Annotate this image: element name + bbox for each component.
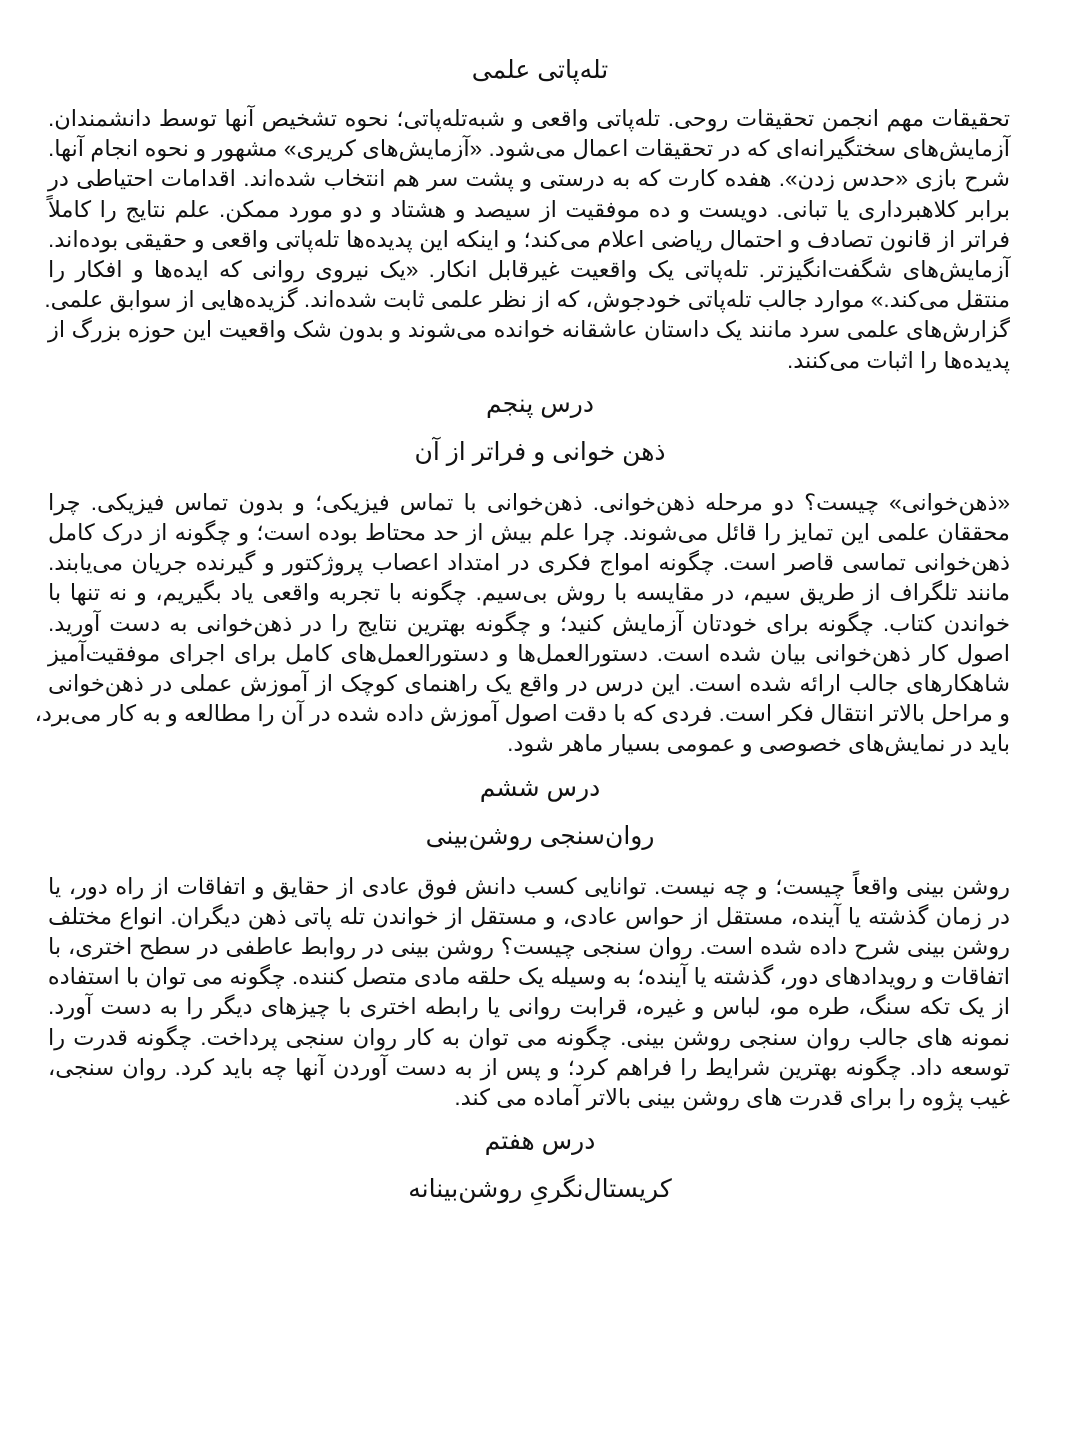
paragraph-line: روشن بینی شرح داده شده است. روان سنجی چیست؟ روشن بینی در روابط عاطفی در سطح اختری، با — [48, 934, 1010, 960]
paragraph-line: خواندن کتاب. چگونه برای خودتان آزمایش کنید؛ و چگونه بهترین نتایج را در ذهن‌خوانی به دست آورید. — [48, 610, 1010, 636]
paragraph-line: آزمایش‌های سختگیرانه‌ای که در تحقیقات اعمال می‌شود. «آزمایش‌های کریری» مشهور و نحوه انجام آنها. — [48, 136, 1010, 162]
paragraph-line: تحقیقات مهم انجمن تحقیقات روحی. تله‌پاتی واقعی و شبه‌تله‌پاتی؛ نحوه تشخیص آنها توسط دانشمندان. — [48, 106, 1010, 131]
paragraph-line: از یک تکه سنگ، طره مو، لباس و غیره، قرابت روانی یا رابطه اختری با چیزهای دیگر را به دست آورد. — [48, 994, 1010, 1020]
lesson-7-heading: درس هفتم — [484, 1127, 596, 1156]
lesson-5-subtitle: ذهن خوانی و فراتر از آن — [414, 437, 666, 466]
paragraph-line: نمونه های جالب روان سنجی روشن بینی. چگونه می توان به کار روان سنجی پرداخت. چگونه قدرت را — [48, 1024, 1010, 1050]
paragraph-line: اتفاقات و رویدادهای دور، گذشته یا آینده؛ به وسیله یک حلقه مادی متصل کننده. چگونه می توان با استفاده — [47, 964, 1010, 990]
document-title: تله‌پاتی علمی — [471, 56, 609, 84]
paragraph-line: اصول کار ذهن‌خوانی بیان شده است. دستورالعمل‌ها و دستورالعمل‌های کامل برای اجرای موفقیت‌آمیز — [48, 640, 1010, 666]
paragraph-line: شرح بازی «حدس زدن». هفده کارت که به درستی و پشت سر هم انتخاب شده‌اند. اقدامات احتیاطی در — [48, 166, 1010, 192]
paragraph-line: باید در نمایش‌های خصوصی و عمومی بسیار ماهر شود. — [507, 731, 1010, 757]
lesson-5-paragraph — [34, 488, 1032, 760]
paragraph-line: برابر کلاهبرداری یا تبانی. دویست و ده موفقیت از سیصد و هشتاد و دو مورد ممکن. علم نتایج را کاملاً — [48, 196, 1010, 222]
paragraph-line: توسعه داد. چگونه بهترین شرایط را فراهم کرد؛ و پس از به دست آوردن آنها چه باید کرد. روان سنجی، — [48, 1054, 1010, 1080]
paragraph-line: غیب پژوه را برای قدرت های روشن بینی بالاتر آماده می کند. — [454, 1085, 1010, 1111]
paragraph-line: ذهن‌خوانی تماسی قاصر است. چگونه امواج فکری در امتداد اعصاب پروژکتور و گیرنده جریان می‌یابند. — [48, 550, 1010, 576]
paragraph-line: محققان علمی این تمایز را قائل می‌شوند. چرا علم بیش از حد محتاط بوده است؛ و چگونه از درک کامل — [48, 520, 1010, 546]
paragraph-line: فراتر از قانون تصادف و احتمال ریاضی اعلام می‌کند؛ و اینکه این پدیده‌ها تله‌پاتی واقعی و حقیقی بوده‌اند. — [48, 226, 1010, 252]
lesson-7-subtitle: کریستال‌نگریِ روشن‌بینانه — [408, 1175, 672, 1204]
lesson-6-subtitle: روان‌سنجی روشن‌بینی — [425, 821, 655, 850]
paragraph-line: گزارش‌های علمی سرد مانند یک داستان عاشقانه خوانده می‌شوند و بدون شک واقعیت این حوزه بزرگ از — [48, 317, 1010, 343]
paragraph-line: روشن بینی واقعاً چیست؛ و چه نیست. توانایی کسب دانش فوق عادی از حقایق و اتفاقات از راه دور، یا — [48, 873, 1010, 899]
paragraph-line: آزمایش‌های شگفت‌انگیزتر. تله‌پاتی یک واقعیت غیرقابل انکار. «یک نیروی روانی که ایده‌ها و افکار را — [48, 257, 1010, 283]
paragraph-line: مانند تلگراف از طریق سیم، در مقایسه با روش بی‌سیم. چگونه با تجربه واقعی یاد بگیریم، و نه تنها با — [48, 580, 1010, 606]
paragraph-line: شاهکارهای جالب ارائه شده است. این درس در واقع یک راهنمای کوچک از آموزش عملی در ذهن‌خوانی — [48, 671, 1010, 697]
lesson-6-paragraph — [48, 872, 1032, 1114]
lesson-5-heading: درس پنجم — [486, 389, 594, 418]
paragraph-line: در زمان گذشته یا آینده، مستقل از حواس عادی، و مستقل از خواندن تله پاتی ذهن دیگران. انواع مختلف — [48, 903, 1010, 929]
paragraph-line: و مراحل بالاتر انتقال فکر است. فردی که با دقت اصول آموزش داده شده در آن را مطالعه و به کار می‌برد، — [34, 701, 1010, 727]
paragraph-line: پدیده‌ها را اثبات می‌کنند. — [786, 347, 1010, 373]
intro-paragraph — [44, 104, 1032, 376]
paragraph-line: منتقل می‌کند.» موارد جالب تله‌پاتی خودجوش، که از نظر علمی ثابت شده‌اند. گزیده‌هایی از سوابق علمی. — [44, 287, 1010, 313]
lesson-6-heading: درس ششم — [479, 773, 601, 802]
paragraph-line: «ذهن‌خوانی» چیست؟ دو مرحله ذهن‌خوانی. ذهن‌خوانی با تماس فیزیکی؛ و بدون تماس فیزیکی. چرا — [48, 489, 1010, 515]
